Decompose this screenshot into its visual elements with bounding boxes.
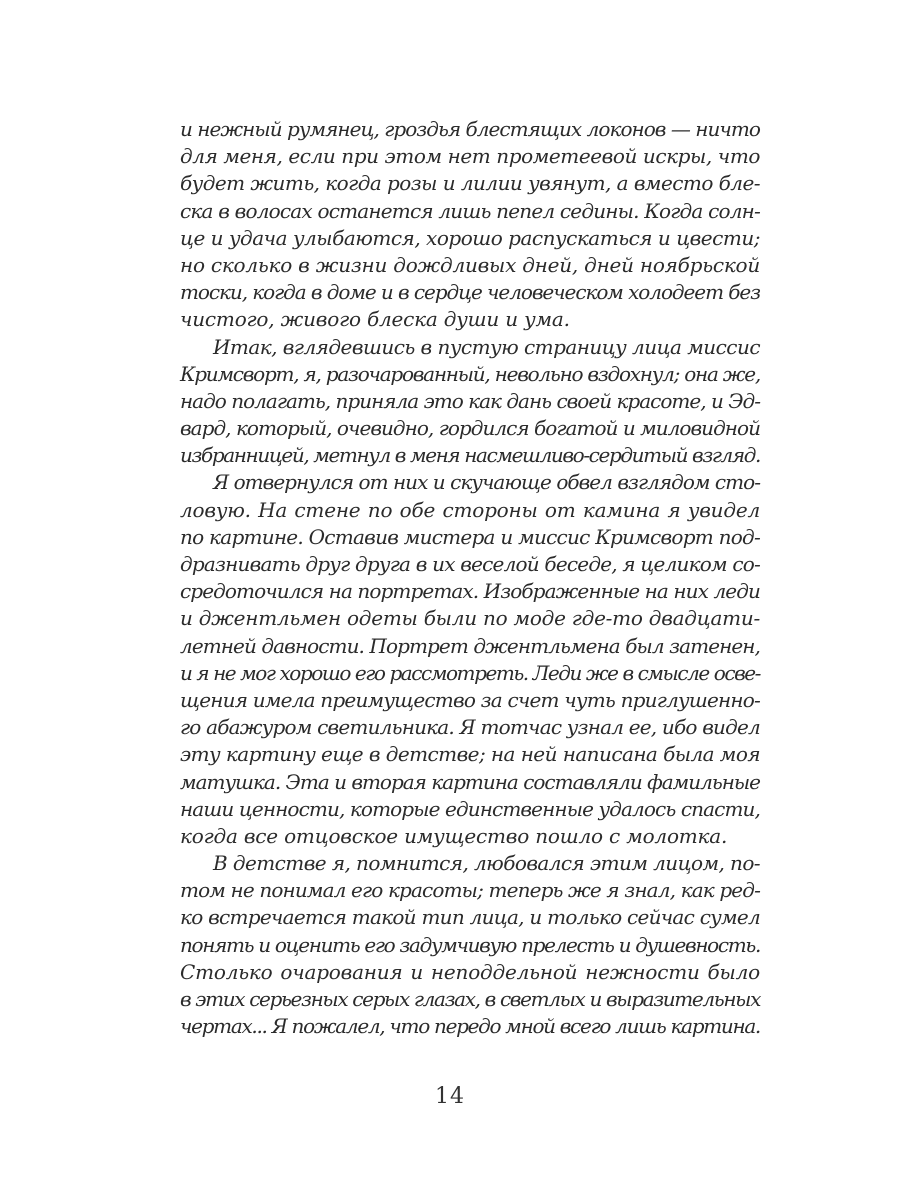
- text-line: го абажуром светильника. Я тотчас узнал ее, ибо видел: [180, 715, 760, 740]
- text-line: наши ценности, которые единственные удалось спасти,: [180, 796, 760, 821]
- text-line: эту картину еще в детстве; на ней написана была моя: [180, 742, 760, 767]
- text-line: Я отвернулся от них и скучающе обвел взглядом сто-: [213, 470, 760, 495]
- text-line: це и удача улыбаются, хорошо распускаться и цвести;: [180, 225, 760, 250]
- text-line: В детстве я, помнится, любовался этим лицом, по-: [213, 851, 760, 876]
- text-line: в этих серьезных серых глазах, в светлых и выразительных: [180, 987, 760, 1011]
- text-line: надо полагать, приняла это как дань своей красоте, и Эд-: [180, 388, 760, 413]
- text-line: летней давности. Портрет джентльмена был затенен,: [180, 633, 760, 658]
- text-line: чистого, живого блеска души и ума.: [180, 307, 570, 332]
- text-line: чертах... Я пожалел, что передо мной всего лишь картина.: [180, 1014, 760, 1039]
- text-line: но сколько в жизни дождливых дней, дней ноябрьской: [180, 252, 760, 277]
- text-line: вард, который, очевидно, гордился богатой и миловидной: [180, 416, 760, 441]
- text-line: щения имела преимущество за счет чуть приглушенно-: [180, 687, 760, 712]
- page-number: 14: [435, 1084, 465, 1109]
- text-line: Кримсворт, я, разочарованный, невольно вздохнул; она же,: [180, 361, 760, 386]
- text-line: когда все отцовское имущество пошло с молотка.: [180, 823, 728, 848]
- text-line: средоточился на портретах. Изображенные на них леди: [180, 579, 760, 604]
- text-line: по картине. Оставив мистера и миссис Кримсворт под-: [180, 524, 760, 549]
- text-line: том не понимал его красоты; теперь же я знал, как ред-: [180, 878, 760, 903]
- text-line: избранницей, метнул в меня насмешливо-сердитый взгляд.: [180, 443, 760, 468]
- text-line: ска в волосах останется лишь пепел седины. Когда солн-: [180, 198, 760, 223]
- text-line: матушка. Эта и вторая картина составляли фамильные: [180, 769, 760, 794]
- text-line: будет жить, когда розы и лилии увянут, а вместо бле-: [180, 171, 760, 196]
- text-line: и джентльмен одеты были по моде где-то двадцати-: [180, 606, 760, 631]
- text-line: и нежный румянец, гроздья блестящих локонов — ничто: [180, 117, 760, 141]
- text-line: Итак, вглядевшись в пустую страницу лица миссис: [213, 334, 760, 359]
- text-line: Столько очарования и неподдельной нежности было: [180, 959, 760, 984]
- body-text: [180, 116, 760, 1040]
- text-line: и я не мог хорошо его рассмотреть. Леди же в смысле осве-: [180, 660, 760, 685]
- text-line: ловую. На стене по обе стороны от камина я увидел: [180, 497, 760, 522]
- text-line: тоски, когда в доме и в сердце человеческом холодеет без: [180, 280, 760, 305]
- text-line: понять и оценить его задумчивую прелесть и душевность.: [180, 932, 760, 957]
- text-line: дразнивать друг друга в их веселой беседе, я целиком со-: [180, 552, 760, 576]
- text-line: для меня, если при этом нет прометеевой искры, что: [180, 144, 760, 169]
- text-line: ко встречается такой тип лица, и только сейчас сумел: [180, 905, 760, 930]
